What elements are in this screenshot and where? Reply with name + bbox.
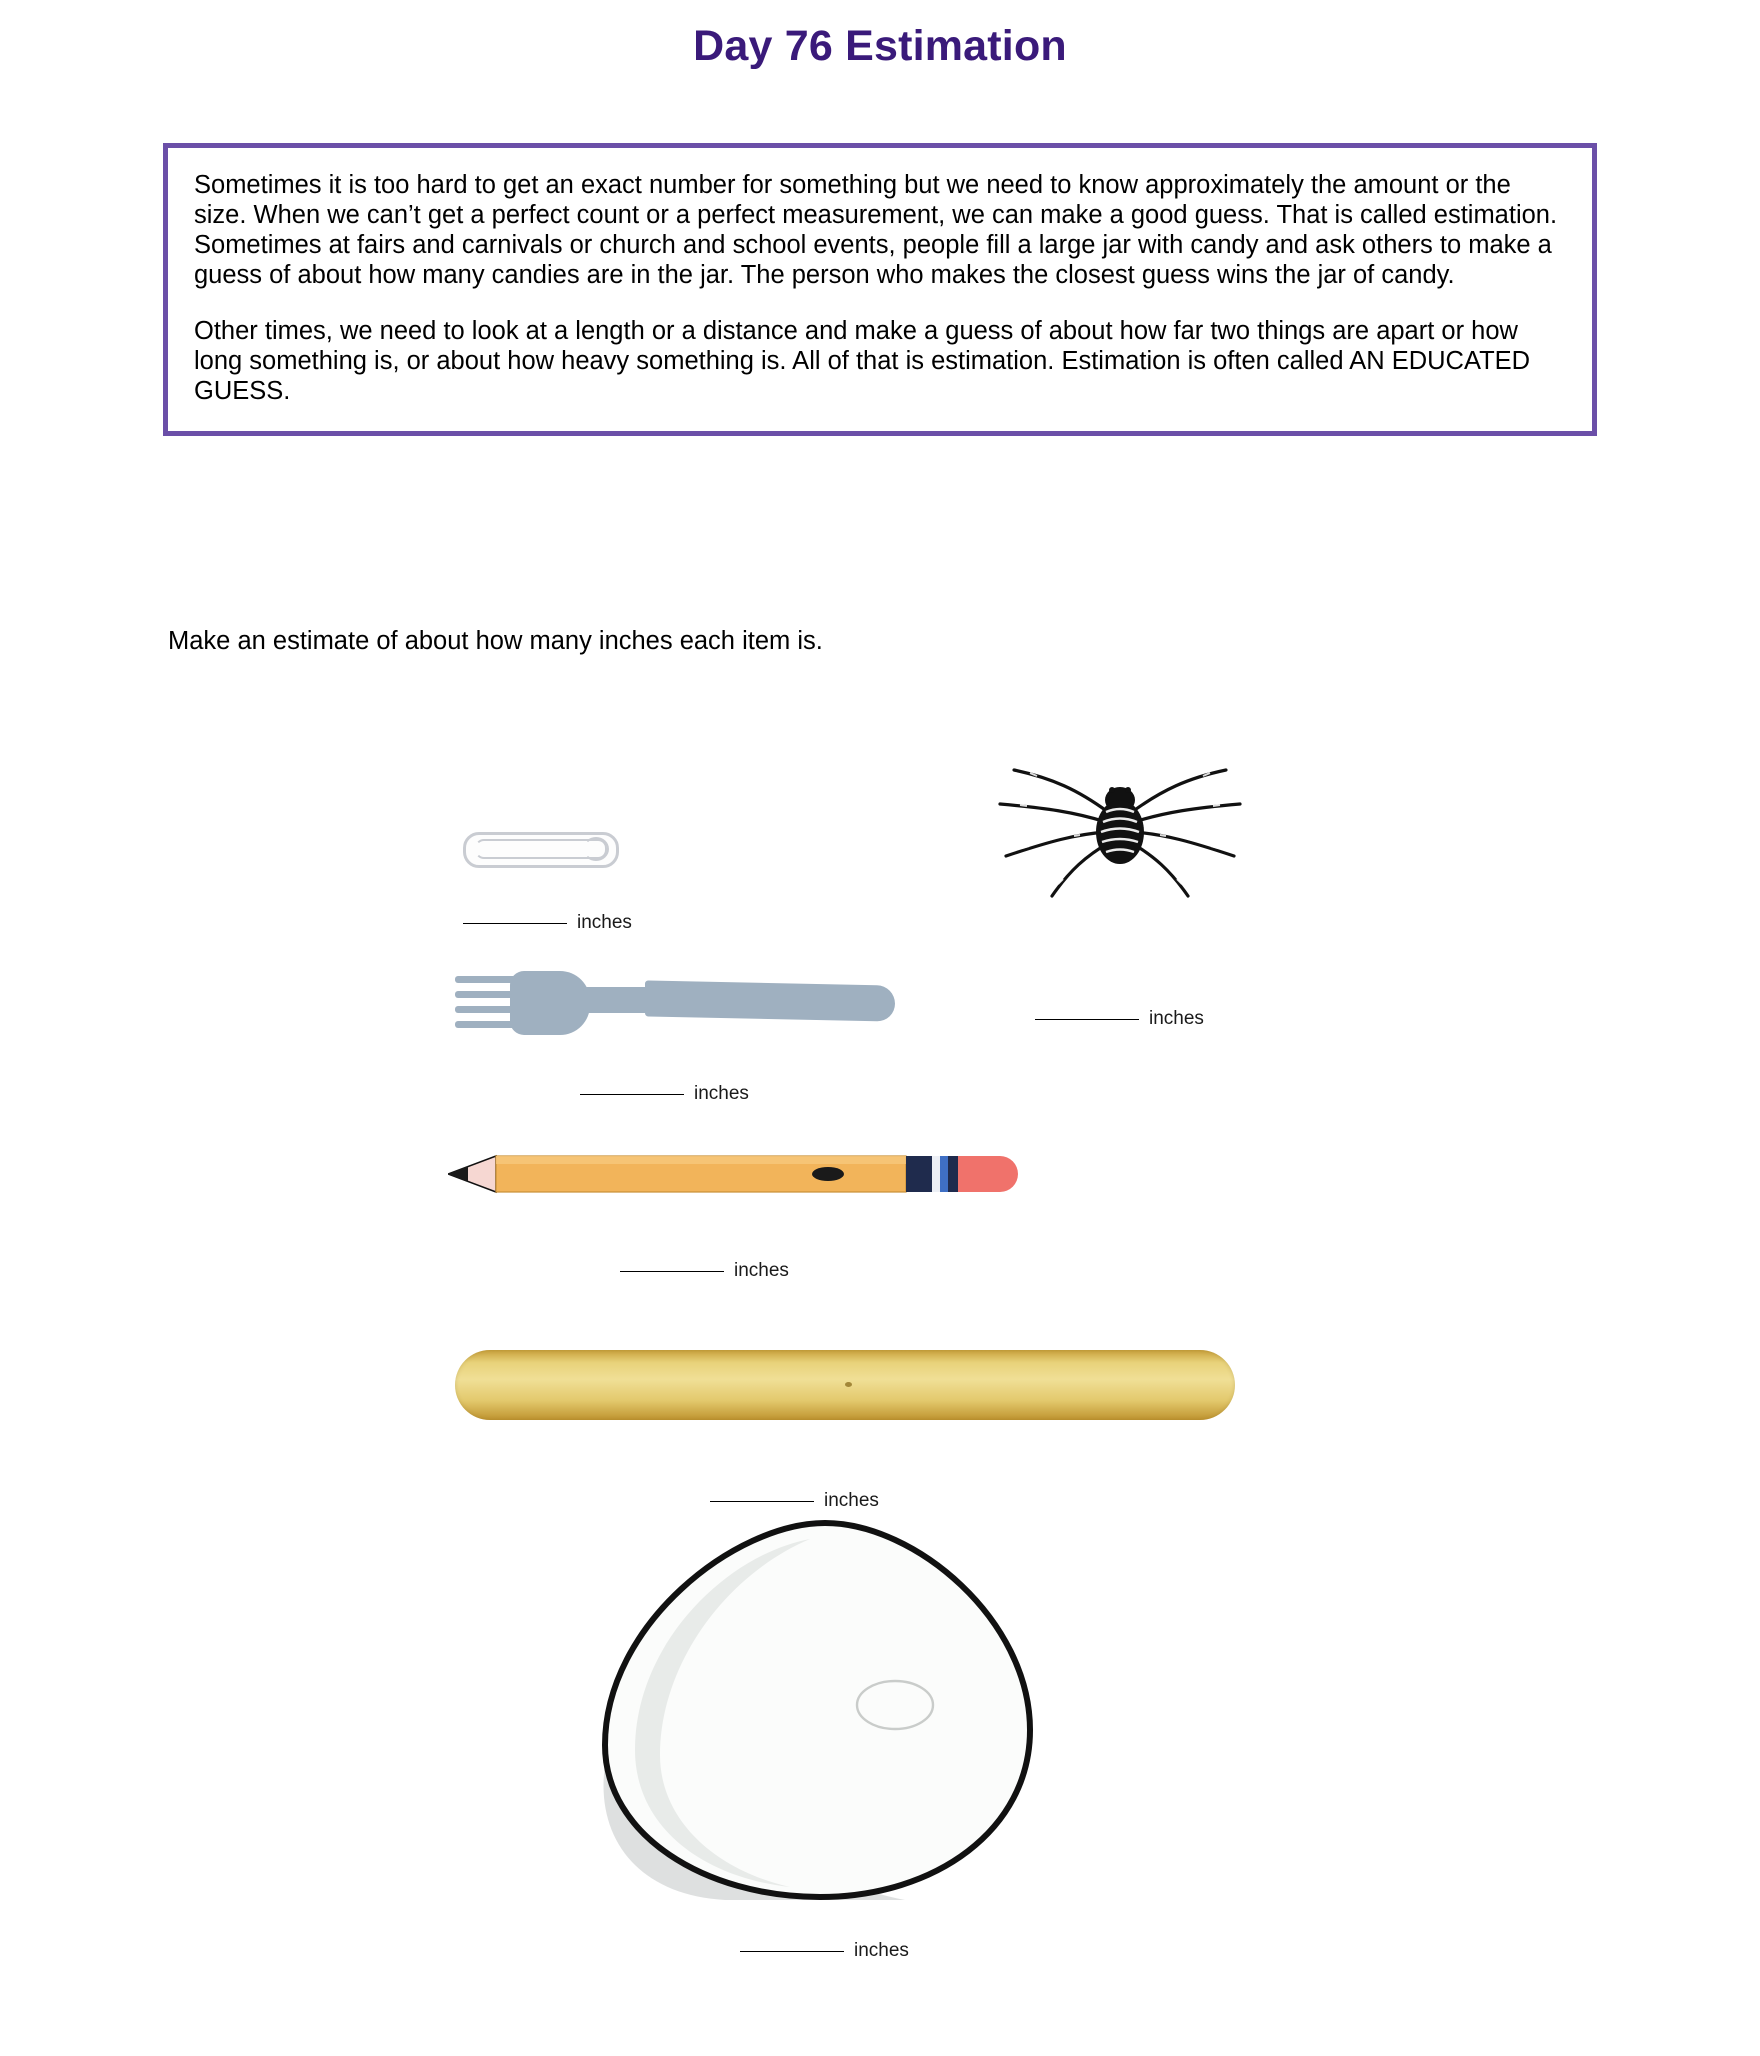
info-paragraph-1: Sometimes it is too hard to get an exact number for something but we need to know approximately the amount or the size. When we can’t get a perfect count or a perfect measurement, we can make a good guess. That is called estimation. Sometimes at fairs and carnivals or church and school events, people fill a large jar with candy and ask others to make a guess of about how many candies are in the jar. The person who makes the closest guess wins the jar of candy. — [194, 171, 1558, 290]
answer-rule[interactable] — [620, 1271, 724, 1272]
pencil-image — [448, 1150, 1028, 1198]
fork-handle — [645, 980, 895, 1021]
unit-label: inches — [1149, 1008, 1204, 1029]
info-box — [163, 143, 1597, 436]
answer-blank-pencil[interactable] — [620, 1260, 789, 1282]
answer-blank-spider[interactable] — [1035, 1008, 1204, 1030]
fork-head — [510, 971, 590, 1035]
answer-blank-fork[interactable] — [580, 1083, 749, 1105]
pencil-illustration — [448, 1150, 1028, 1198]
info-paragraph-2: Other times, we need to look at a length or a distance and make a guess of about how far two things are apart or how long something is, or about how heavy something is. All of that is estimation. Estimation is often called AN EDUCATED GUESS. — [194, 317, 1531, 406]
paperclip-end-cap — [583, 837, 609, 861]
unit-label: inches — [577, 912, 632, 933]
answer-rule[interactable] — [740, 1951, 844, 1952]
answer-rule[interactable] — [1035, 1019, 1139, 1020]
paperclip-image — [463, 830, 615, 866]
answer-blank-egg[interactable] — [740, 1940, 909, 1962]
unit-label: inches — [824, 1490, 879, 1511]
unit-label: inches — [694, 1083, 749, 1104]
unit-label: inches — [854, 1940, 909, 1961]
wood-knot — [845, 1382, 852, 1387]
answer-blank-paperclip[interactable] — [463, 912, 632, 934]
answer-rule[interactable] — [580, 1094, 684, 1095]
spider-image — [990, 760, 1250, 900]
popsicle-stick-image — [455, 1350, 1235, 1420]
fork-neck — [583, 987, 653, 1013]
egg-image — [575, 1515, 1075, 1905]
answer-rule[interactable] — [710, 1501, 814, 1502]
instructions-text: Make an estimate of about how many inches each item is. — [168, 627, 823, 655]
unit-label: inches — [734, 1260, 789, 1281]
spider-illustration — [990, 760, 1250, 900]
answer-blank-popsicle-stick[interactable] — [710, 1490, 879, 1512]
answer-rule[interactable] — [463, 923, 567, 924]
fork-image — [455, 965, 895, 1043]
page-title: Day 76 Estimation — [693, 22, 1067, 70]
egg-illustration — [575, 1515, 1075, 1905]
